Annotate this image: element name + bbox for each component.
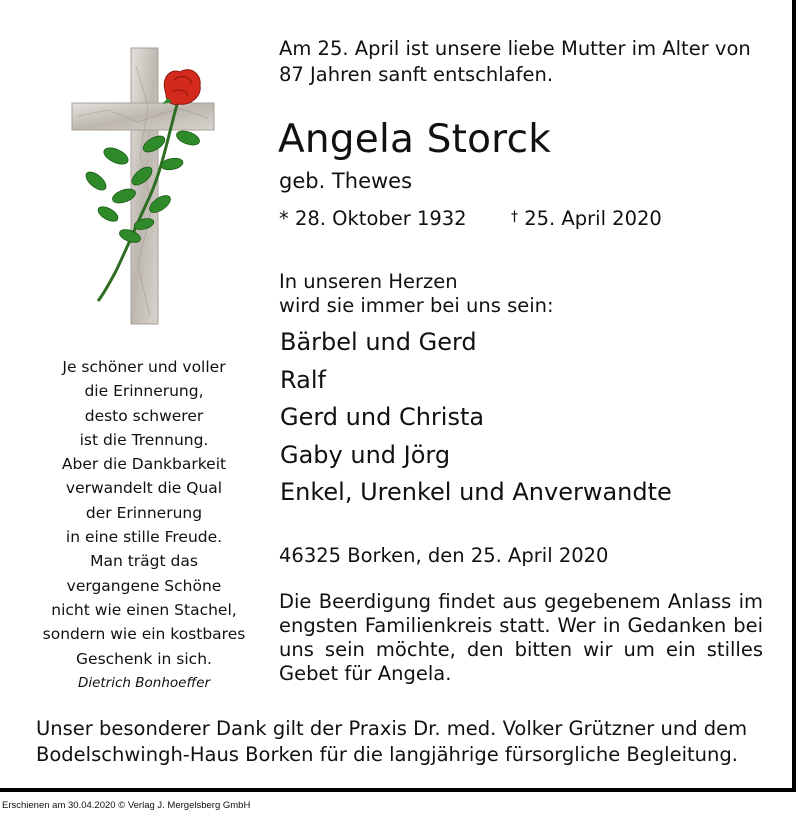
poem-line: in eine stille Freude. (65, 528, 223, 547)
birth-date: * 28. Oktober 1932 (279, 207, 467, 230)
poem-line: ist die Trennung. (79, 430, 209, 449)
place-date: 46325 Borken, den 25. April 2020 (279, 544, 609, 567)
poem (24, 355, 264, 695)
poem-line: nicht wie einen Stachel, (51, 600, 237, 619)
hearts-text (279, 270, 554, 318)
dagger-icon: † (511, 209, 518, 225)
family-member: Bärbel und Gerd (280, 328, 477, 356)
hearts-line: In unseren Herzen (279, 270, 458, 293)
family-member: Gaby und Jörg (280, 440, 451, 469)
funeral-notice (279, 590, 763, 686)
poem-line: der Erinnerung (85, 503, 203, 522)
thanks-text (36, 716, 766, 768)
family-member: Ralf (280, 365, 326, 394)
death-date-group (511, 206, 662, 234)
thanks-line: Bodelschwingh-Haus Borken für die langjährige fürsorgliche Begleitung. (36, 743, 738, 766)
intro-line: Am 25. April ist unsere liebe Mutter im Alter von (279, 37, 751, 60)
cross-icon (68, 46, 218, 326)
poem-line: Aber die Dankbarkeit (61, 455, 227, 474)
maiden-name: geb. Thewes (279, 169, 413, 193)
funeral-line: engsten Familienkreis statt. Wer in Gedanken bei (279, 614, 763, 637)
poem-author: Dietrich Bonhoeffer (77, 674, 211, 691)
funeral-line: Gebet für Angela. (279, 662, 452, 685)
poem-line: Je schöner und voller (62, 358, 226, 376)
rose-icon (162, 70, 200, 105)
death-date: 25. April 2020 (524, 207, 662, 230)
poem-line: Geschenk in sich. (76, 649, 212, 668)
publication-footer: Erschienen am 30.04.2020 © Verlag J. Mergelsberg GmbH (2, 800, 251, 811)
poem-line: sondern wie ein kostbares (42, 625, 246, 644)
family-list (280, 324, 672, 512)
thanks-line: Unser besonderer Dank gilt der Praxis Dr. med. Volker Grützner und dem (36, 717, 748, 740)
intro-line: 87 Jahren sanft entschlafen. (279, 63, 554, 86)
intro-text (279, 36, 779, 88)
hearts-line: wird sie immer bei uns sein: (279, 294, 554, 317)
poem-line: verwandelt die Qual (65, 479, 223, 498)
deceased-name: Angela Storck (278, 117, 551, 162)
family-member: Gerd und Christa (280, 403, 485, 431)
poem-line: Man trägt das (90, 552, 198, 571)
funeral-line: uns sein möchte, den bitten wir um ein stilles (279, 638, 763, 661)
family-member: Enkel, Urenkel und Anverwandte (280, 478, 672, 506)
poem-line: vergangene Schöne (66, 576, 222, 595)
funeral-line: Die Beerdigung findet aus gegebenem Anlass im (279, 590, 763, 613)
poem-line: desto schwerer (84, 406, 204, 425)
poem-line: die Erinnerung, (84, 382, 204, 401)
cross-with-rose-image (68, 46, 218, 326)
